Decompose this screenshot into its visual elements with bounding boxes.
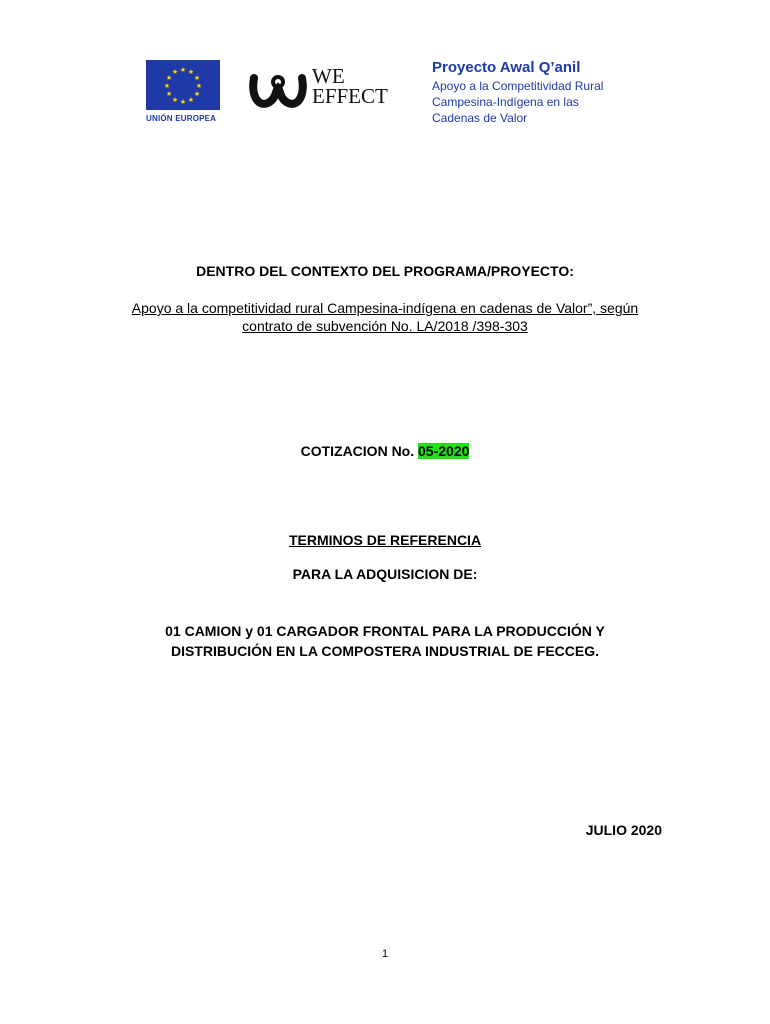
project-line-1: Apoyo a la Competitividad Rural [432,79,604,93]
svg-text:★: ★ [165,74,173,82]
cotizacion-number: 05-2020 [418,443,470,459]
document-date: JULIO 2020 [585,822,662,838]
weeffect-logo [248,66,408,110]
eu-flag-icon [146,60,220,110]
weeffect-wordmark [312,66,388,106]
svg-text:★: ★ [187,96,195,104]
para-adquisicion-heading: PARA LA ADQUISICION DE: [292,566,478,582]
eu-label: UNIÓN EUROPEA [146,114,217,123]
svg-text:★: ★ [165,90,173,98]
svg-text:★: ★ [193,90,201,98]
svg-text:★: ★ [187,68,195,76]
context-subtitle-line-2: contrato de subvención No. LA/2018 /398-303 [242,318,528,334]
svg-text:★: ★ [195,82,203,90]
svg-text:★: ★ [163,82,171,90]
weeffect-mark-icon [248,70,308,110]
svg-text:★: ★ [193,74,201,82]
cotizacion-line [0,443,770,459]
cotizacion-label: COTIZACION No. [300,443,419,459]
project-block [432,58,642,126]
terminos-heading: TERMINOS DE REFERENCIA [288,532,482,548]
context-subtitle-line-1: Apoyo a la competitividad rural Campesina-indígena en cadenas de Valor”, según [131,300,639,316]
svg-text:★: ★ [171,68,179,76]
svg-text:★: ★ [179,66,187,74]
page-number: 1 [381,948,389,960]
item-line-1: 01 CAMION y 01 CARGADOR FRONTAL PARA LA PRODUCCIÓN Y [165,623,605,639]
eu-logo [146,60,222,126]
project-line-3: Cadenas de Valor [432,111,528,125]
svg-text:★: ★ [171,96,179,104]
project-title: Proyecto Awal Q’anil [432,59,581,76]
weeffect-line-2: EFFECT [312,84,388,108]
item-line-2: DISTRIBUCIÓN EN LA COMPOSTERA INDUSTRIAL DE FECCEG. [170,643,600,659]
project-line-2: Campesina-Indígena en las [432,95,579,109]
weeffect-line-1: WE [312,64,345,88]
svg-text:★: ★ [179,98,187,106]
context-heading: DENTRO DEL CONTEXTO DEL PROGRAMA/PROYECTO: [196,263,574,279]
